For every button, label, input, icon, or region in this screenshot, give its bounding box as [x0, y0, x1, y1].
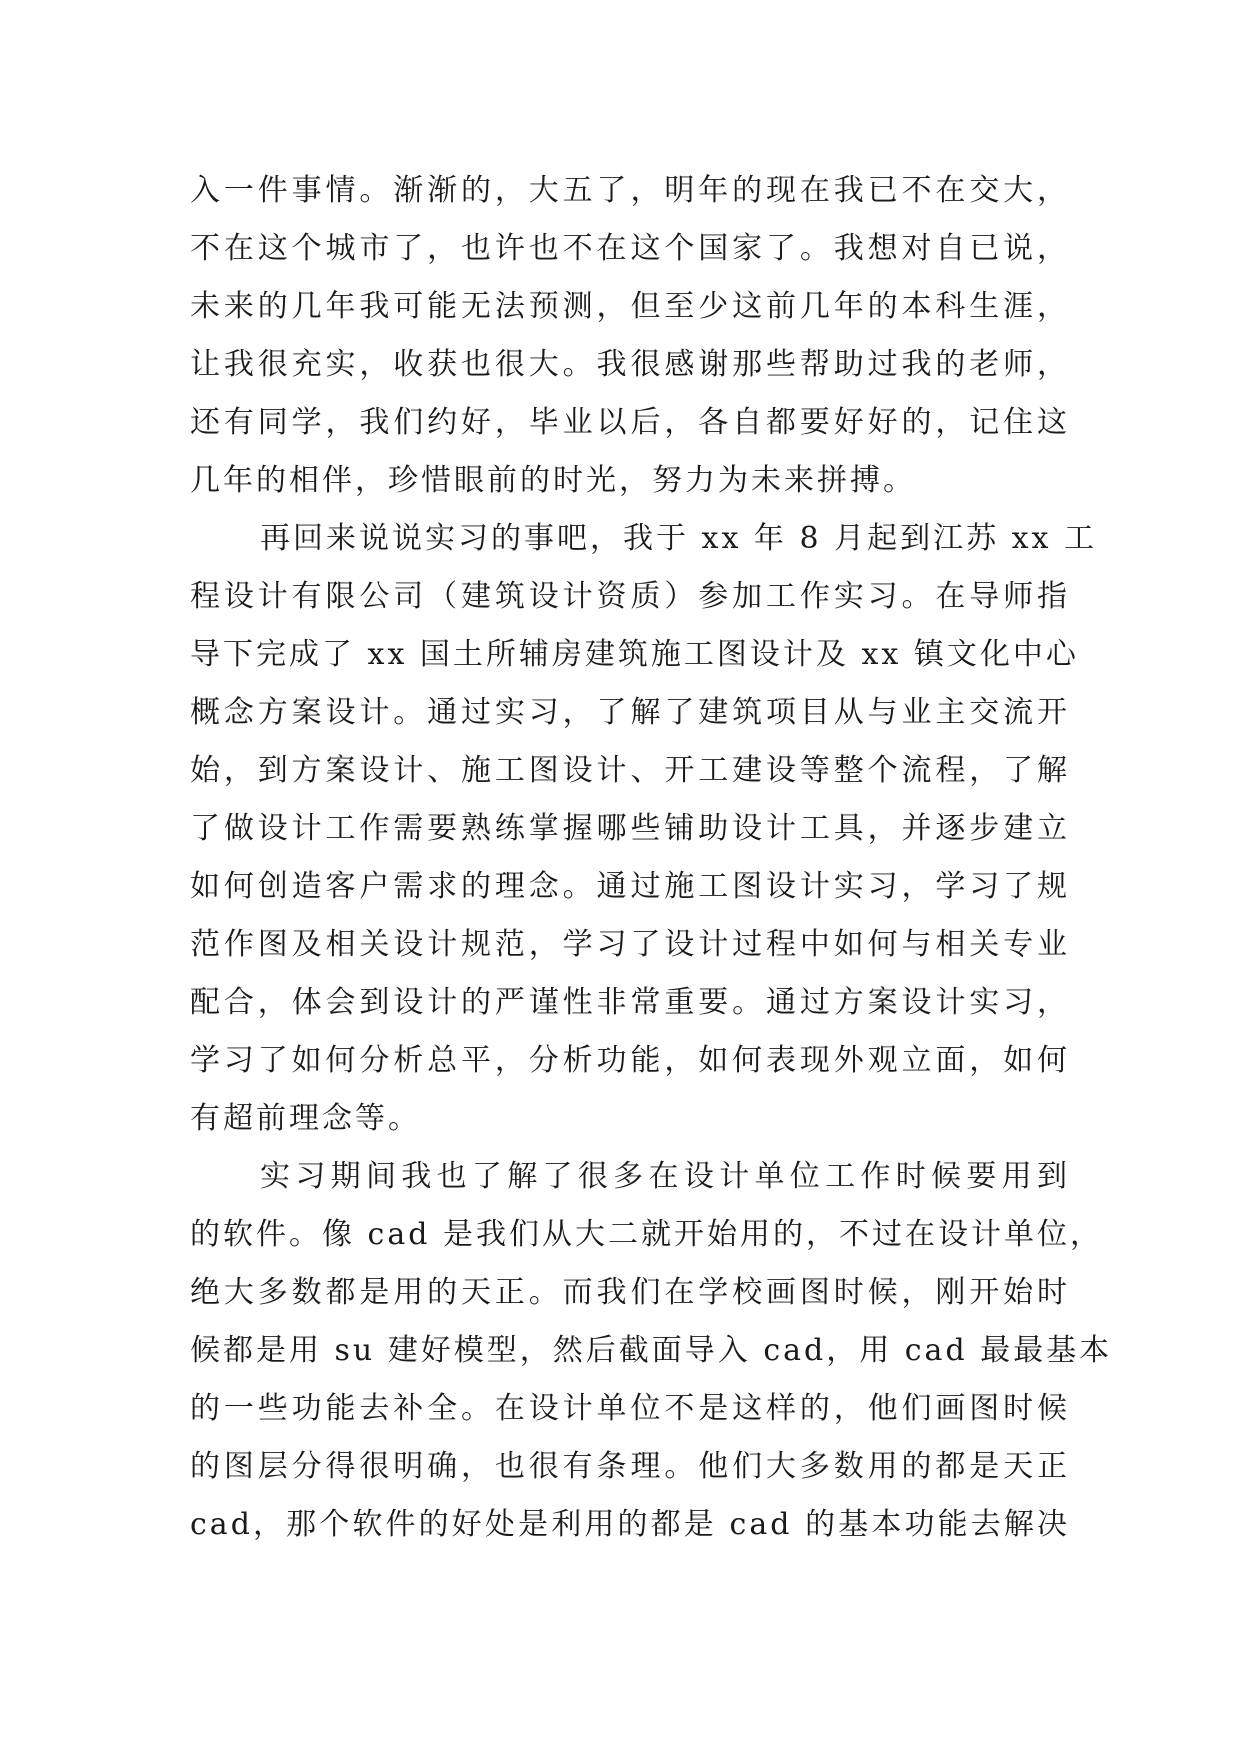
paragraph-2-line-10: 学习了如何分析总平，分析功能，如何表现外观立面，如何 — [190, 1043, 1070, 1078]
paragraph-2-line-5: 始，到方案设计、施工图设计、开工建设等整个流程，了解 — [190, 753, 1070, 788]
paragraph-3-line-3: 绝大多数都是用的天正。而我们在学校画图时候，刚开始时 — [190, 1275, 1070, 1310]
paragraph-3-line-2: 的软件。像 cad 是我们从大二就开始用的，不过在设计单位， — [190, 1217, 1103, 1252]
paragraph-3-line-6: 的图层分得很明确，也很有条理。他们大多数用的都是天正 — [190, 1449, 1070, 1484]
paragraph-2-line-6: 了做设计工作需要熟练掌握哪些铺助设计工具，并逐步建立 — [190, 811, 1070, 846]
paragraph-2-line-9: 配合，体会到设计的严谨性非常重要。通过方案设计实习， — [190, 985, 1070, 1020]
paragraph-1-line-3: 未来的几年我可能无法预测，但至少这前几年的本科生涯， — [190, 289, 1070, 324]
paragraph-2-line-1: 再回来说说实习的事吧，我于 xx 年 8 月起到江苏 xx 工 — [260, 521, 1097, 556]
paragraph-1-line-6: 几年的相伴，珍惜眼前的时光，努力为未来拼搏。 — [190, 463, 916, 498]
document-body — [190, 162, 1113, 1554]
paragraph-1-line-5: 还有同学，我们约好，毕业以后，各自都要好好的，记住这 — [190, 405, 1070, 440]
paragraph-2-line-11: 有超前理念等。 — [190, 1101, 421, 1136]
paragraph-2-line-7: 如何创造客户需求的理念。通过施工图设计实习，学习了规 — [190, 869, 1070, 904]
paragraph-3-line-5: 的一些功能去补全。在设计单位不是这样的，他们画图时候 — [190, 1391, 1070, 1426]
paragraph-3-line-4: 候都是用 su 建好模型，然后截面导入 cad，用 cad 最最基本 — [190, 1333, 1113, 1368]
paragraph-3-line-7: cad，那个软件的好处是利用的都是 cad 的基本功能去解决 — [190, 1507, 1070, 1542]
paragraph-1-line-1: 入一件事情。渐渐的，大五了，明年的现在我已不在交大， — [190, 173, 1070, 208]
paragraph-2-line-8: 范作图及相关设计规范，学习了设计过程中如何与相关专业 — [190, 927, 1070, 962]
paragraph-1-line-2: 不在这个城市了，也许也不在这个国家了。我想对自已说， — [190, 231, 1070, 266]
paragraph-1-line-4: 让我很充实，收获也很大。我很感谢那些帮助过我的老师， — [190, 347, 1070, 382]
paragraph-2-line-2: 程设计有限公司（建筑设计资质）参加工作实习。在导师指 — [190, 579, 1070, 614]
paragraph-3-line-1: 实习期间我也了解了很多在设计单位工作时候要用到 — [260, 1159, 1070, 1194]
paragraph-2-line-4: 概念方案设计。通过实习，了解了建筑项目从与业主交流开 — [190, 695, 1070, 730]
paragraph-2-line-3: 导下完成了 xx 国土所辅房建筑施工图设计及 xx 镇文化中心 — [190, 637, 1079, 672]
